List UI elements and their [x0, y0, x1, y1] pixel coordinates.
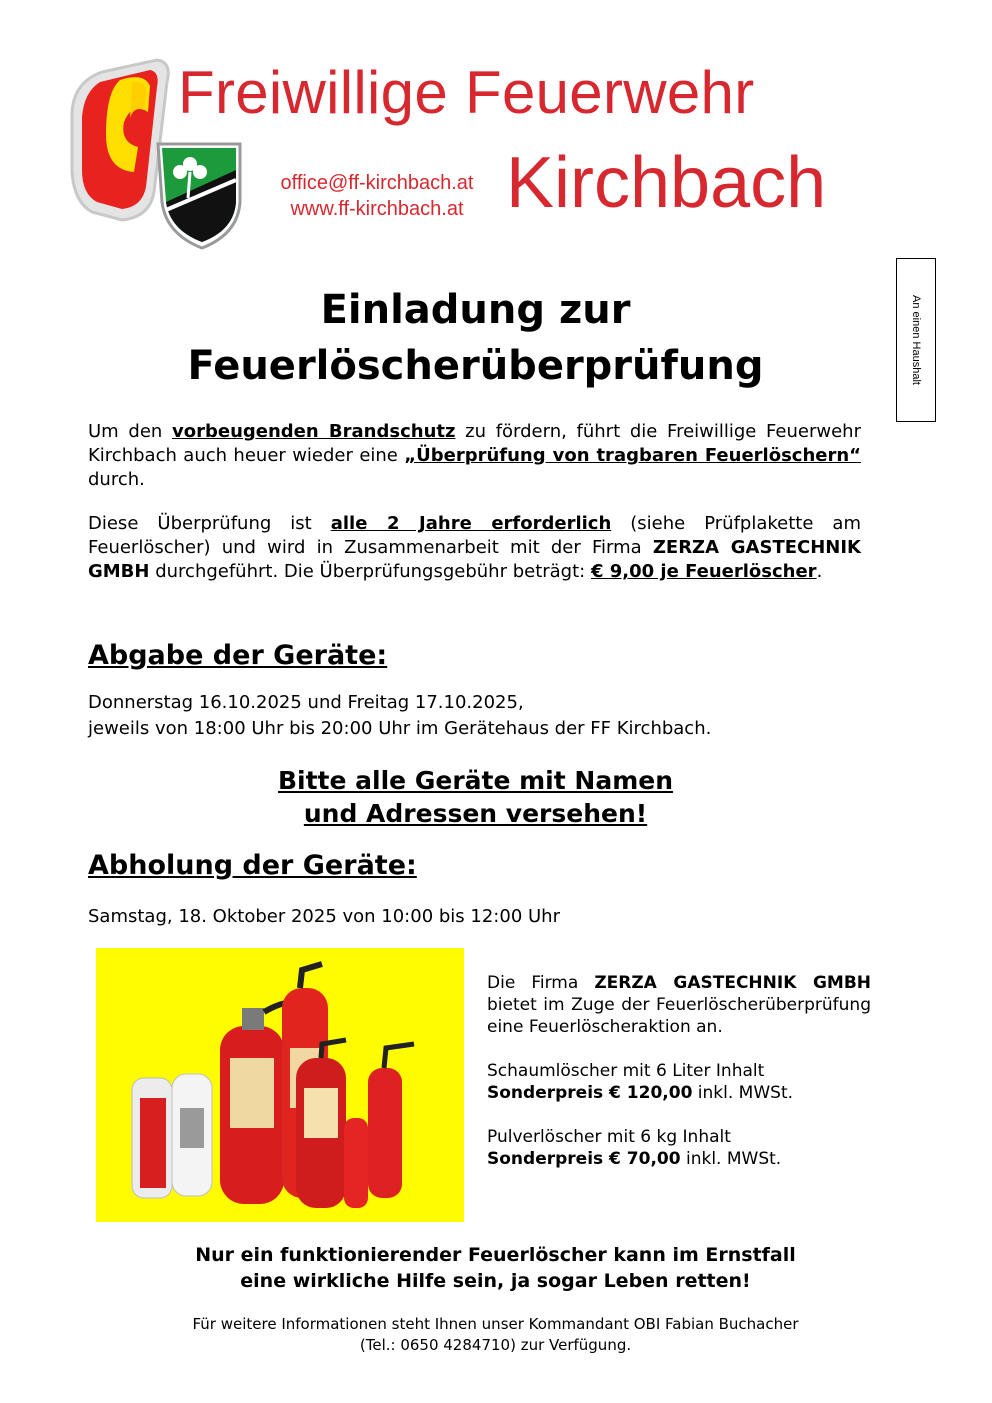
- abgabe-line1: Donnerstag 16.10.2025 und Freitag 17.10.2025,: [88, 692, 524, 713]
- offer-company: ZERZA GASTECHNIK GMBH: [594, 973, 871, 993]
- fee-highlight: € 9,00 je Feuerlöscher: [590, 561, 817, 582]
- offer-foam: [487, 1060, 871, 1104]
- abgabe-heading: Abgabe der Geräte:: [88, 640, 388, 671]
- abgabe-line2: jeweils von 18:00 Uhr bis 20:00 Uhr im Gerätehaus der FF Kirchbach.: [88, 718, 712, 739]
- abholung-heading: Abholung der Geräte:: [88, 850, 417, 881]
- intro-highlight-brandschutz: vorbeugenden Brandschutz: [172, 421, 456, 442]
- abholung-details: Samstag, 18. Oktober 2025 von 10:00 bis 12:00 Uhr: [88, 906, 560, 927]
- offer-powder: [487, 1126, 871, 1170]
- company-name: ZERZA GASTECHNIK GMBH: [88, 537, 862, 582]
- powder-description: Pulverlöscher mit 6 kg Inhalt: [487, 1127, 731, 1147]
- interval-paragraph: [88, 512, 861, 584]
- interval-text-c: (siehe Prüfplakette am Feuerlöscher) und wird in Zusammenarbeit mit der Firma: [88, 513, 861, 558]
- footer-contact: [88, 1314, 903, 1356]
- offer-intro-a: Die Firma: [487, 973, 595, 993]
- title-line2: Feuerlöscherüberprüfung: [187, 343, 764, 389]
- contact-block: [262, 170, 492, 222]
- org-name-line1: Freiwillige Feuerwehr: [178, 59, 755, 126]
- household-label-box: [896, 258, 936, 422]
- foam-price: Sonderpreis € 120,00: [487, 1083, 693, 1103]
- offer-intro-c: bietet im Zuge der Feuerlöscherüberprüfung eine Feuerlöscheraktion an.: [487, 995, 871, 1037]
- powder-price: Sonderpreis € 70,00: [487, 1149, 681, 1169]
- foam-description: Schaumlöscher mit 6 Liter Inhalt: [487, 1061, 765, 1081]
- closing-statement: [88, 1242, 903, 1294]
- notice-line2: und Adressen versehen!: [303, 799, 648, 828]
- intro-paragraph: [88, 420, 861, 492]
- closing-line2: eine wirkliche Hilfe sein, ja sogar Leben retten!: [240, 1270, 751, 1292]
- intro-text-a: Um den: [88, 421, 172, 442]
- interval-text-g: .: [816, 561, 823, 582]
- footer-line1: Für weitere Informationen steht Ihnen unser Kommandant OBI Fabian Buchacher: [192, 1315, 799, 1333]
- interval-highlight: alle 2 Jahre erforderlich: [330, 513, 612, 534]
- intro-text-c: zu fördern, führt die Freiwillige Feuerwehr Kirchbach auch heuer wieder eine: [88, 421, 861, 466]
- intro-highlight-pruefung: „Überprüfung von tragbaren Feuerlöschern“: [404, 445, 861, 466]
- website-link[interactable]: www.ff-kirchbach.at: [290, 198, 464, 220]
- email-link[interactable]: office@ff-kirchbach.at: [280, 172, 474, 194]
- interval-text-e: durchgeführt. Die Überprüfungsgebühr beträgt:: [149, 561, 591, 582]
- notice-line1: Bitte alle Geräte mit Namen: [277, 766, 673, 795]
- powder-tax: inkl. MWSt.: [680, 1149, 782, 1169]
- abgabe-details: [88, 690, 711, 742]
- footer-line2: (Tel.: 0650 4284710) zur Verfügung.: [359, 1336, 632, 1354]
- title-line1: Einladung zur: [320, 287, 631, 333]
- household-label: An einen Haushalt: [910, 295, 922, 385]
- closing-line1: Nur ein funktionierender Feuerlöscher kann im Ernstfall: [195, 1244, 796, 1266]
- intro-text-e: durch.: [88, 469, 145, 490]
- labeling-notice: [88, 764, 863, 830]
- foam-tax: inkl. MWSt.: [692, 1083, 794, 1103]
- page-title: [88, 282, 863, 394]
- interval-text-a: Diese Überprüfung ist: [88, 513, 331, 534]
- org-name-line2: Kirchbach: [506, 143, 827, 223]
- offer-block: [487, 972, 871, 1192]
- extinguishers-photo: [96, 948, 464, 1222]
- offer-intro: [487, 972, 871, 1038]
